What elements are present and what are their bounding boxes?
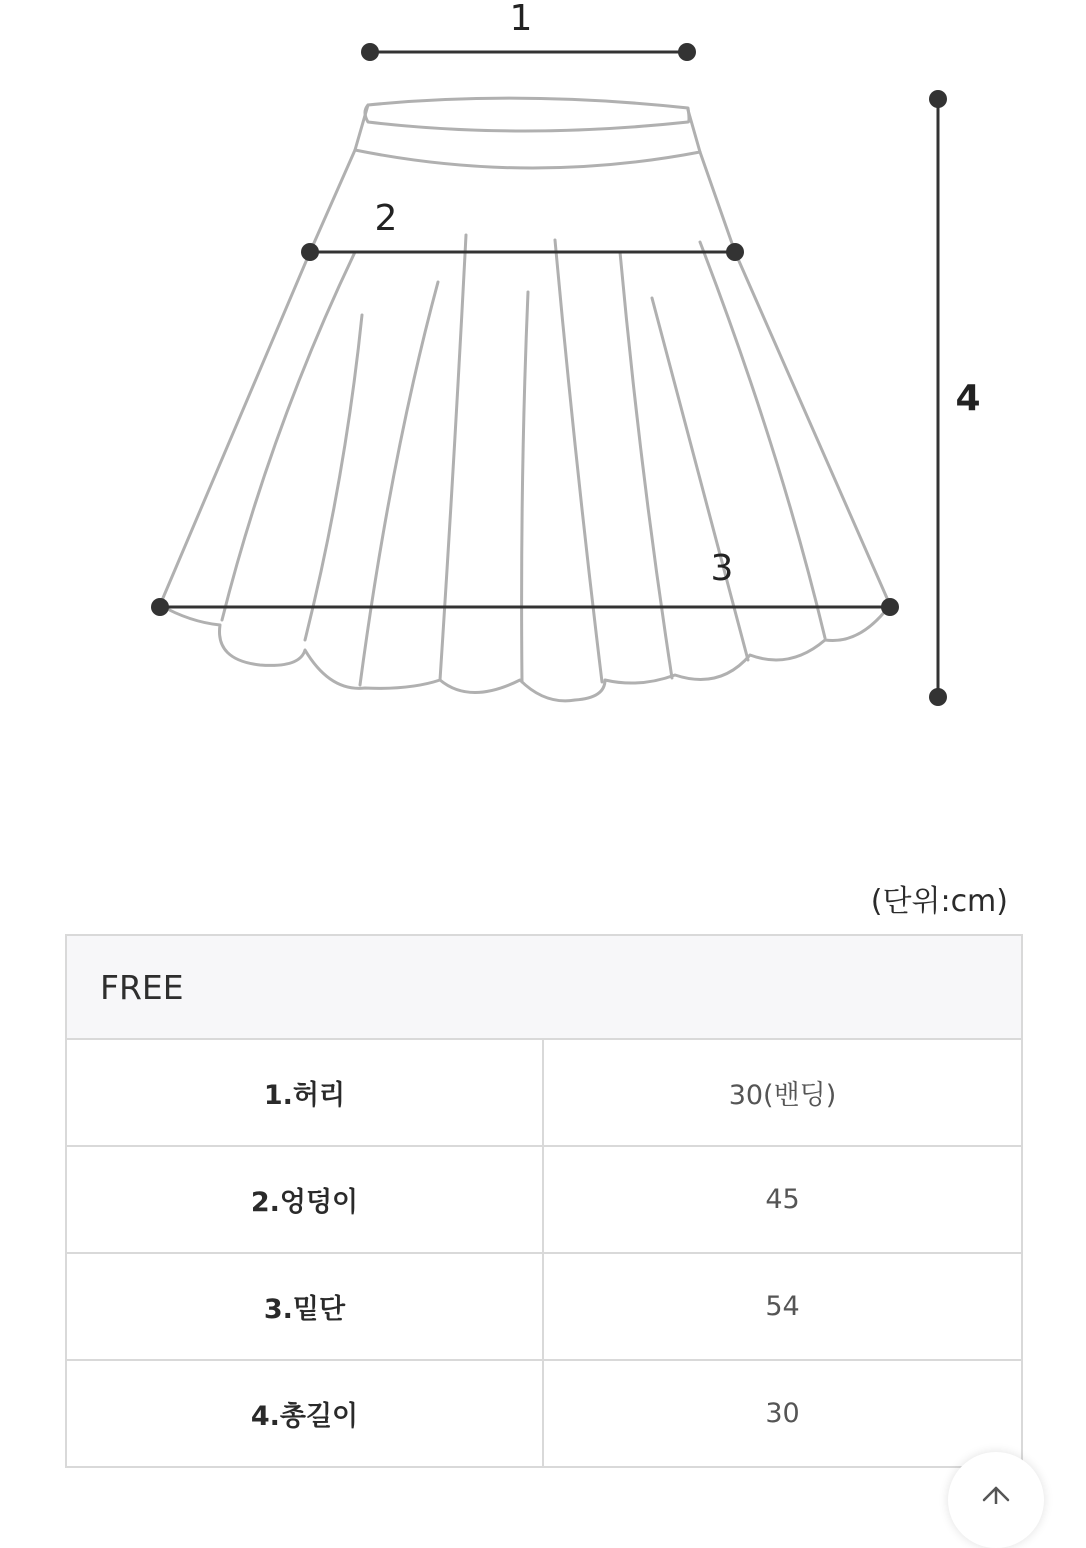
marker-1-label: 1 <box>509 0 533 39</box>
row-value-hem: 54 <box>543 1253 1022 1360</box>
size-table-header-row <box>66 935 1022 1039</box>
measure-line-3 <box>151 598 899 616</box>
skirt-measurement-diagram <box>0 0 1086 760</box>
table-row <box>66 1253 1022 1360</box>
row-value-waist: 30(밴딩) <box>543 1039 1022 1146</box>
unit-label: (단위:cm) <box>870 884 1008 919</box>
scroll-to-top-button[interactable] <box>948 1452 1044 1548</box>
chevron-up-icon <box>981 1482 1011 1504</box>
measure-line-4 <box>929 90 947 706</box>
measure-line-2 <box>301 243 744 261</box>
row-value-length: 30 <box>543 1360 1022 1467</box>
measure-line-1 <box>361 43 696 61</box>
table-row <box>66 1146 1022 1253</box>
size-table <box>65 934 1023 1468</box>
marker-3-label: 3 <box>710 548 734 589</box>
marker-2-label: 2 <box>374 198 398 239</box>
row-label-hip: 2.엉덩이 <box>66 1146 543 1253</box>
row-label-hem: 3.밑단 <box>66 1253 543 1360</box>
table-row <box>66 1039 1022 1146</box>
marker-4-label: 4 <box>955 378 981 419</box>
size-header: FREE <box>66 935 1022 1039</box>
skirt-outline <box>160 98 890 701</box>
row-label-waist: 1.허리 <box>66 1039 543 1146</box>
table-row <box>66 1360 1022 1467</box>
row-label-length: 4.총길이 <box>66 1360 543 1467</box>
row-value-hip: 45 <box>543 1146 1022 1253</box>
